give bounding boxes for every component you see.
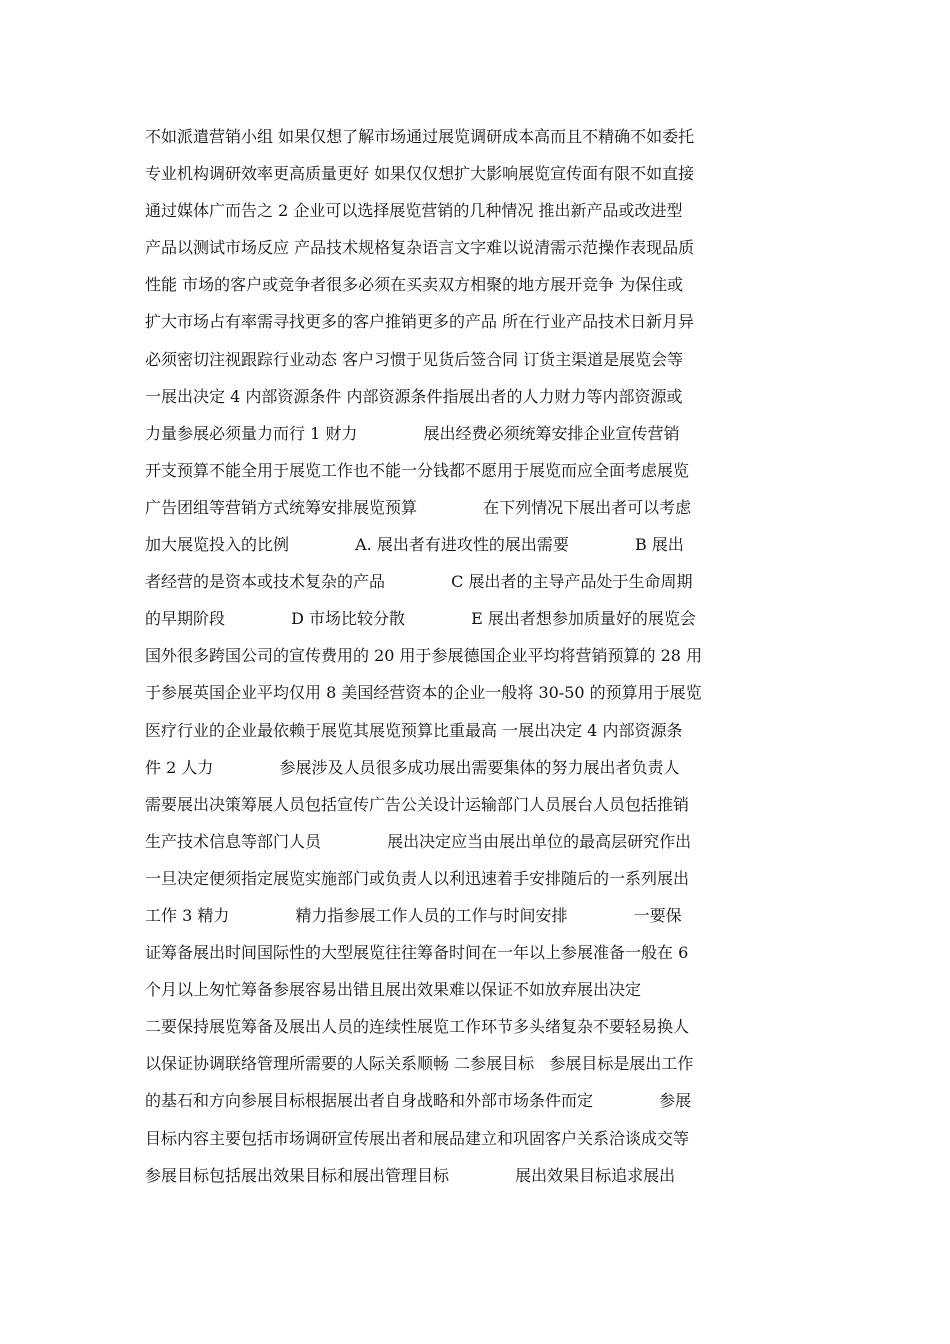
- text-line: 个月以上匆忙筹备参展容易出错且展出效果难以保证不如放弃展出决定: [145, 980, 642, 1000]
- text-line: 的基石和方向参展目标根据展出者自身战略和外部市场条件而定 参展: [145, 1091, 692, 1111]
- text-line: 专业机构调研效率更高质量更好 如果仅仅想扩大影响展览宣传面有限不如直接: [145, 164, 695, 184]
- text-line: 生产技术信息等部门人员 展出决定应当由展出单位的最高层研究作出: [145, 831, 692, 851]
- text-line: 产品以测试市场反应 产品技术规格复杂语言文字难以说清需示范操作表现品质: [145, 238, 695, 258]
- text-line: 国外很多跨国公司的宣传费用的 20 用于参展德国企业平均将营销预算的 28 用: [145, 646, 703, 666]
- text-line: 加大展览投入的比例 A. 展出者有进攻性的展出需要 B 展出: [145, 535, 684, 555]
- text-line: 性能 市场的客户或竞争者很多必须在买卖双方相聚的地方展开竞争 为保住或: [145, 275, 684, 295]
- text-line: 不如派遣营销小组 如果仅想了解市场通过展览调研成本高而且不精确不如委托: [145, 127, 695, 146]
- text-line: 以保证协调联络管理所需要的人际关系顺畅 二参展目标 参展目标是展出工作: [145, 1054, 694, 1074]
- text-line: 开支预算不能全用于展览工作也不能一分钱都不愿用于展览而应全面考虑展览: [145, 460, 690, 480]
- text-line: 需要展出决策筹展人员包括宣传广告公关设计运输部门人员展台人员包括推销: [145, 794, 690, 814]
- text-line: 件 2 人力 参展涉及人员很多成功展出需要集体的努力展出者负责人: [145, 757, 680, 777]
- text-line: 的早期阶段 D 市场比较分散 E 展出者想参加质量好的展览会: [145, 609, 696, 629]
- text-line: 一旦决定便须指定展览实施部门或负责人以利迅速着手安排随后的一系列展出: [145, 868, 690, 888]
- text-line: 参展目标包括展出效果目标和展出管理目标 展出效果目标追求展出: [145, 1165, 676, 1185]
- text-line: 一展出决定 4 内部资源条件 内部资源条件指展出者的人力财力等内部资源或: [145, 386, 683, 406]
- body-text: [145, 118, 810, 1194]
- text-line: 于参展英国企业平均仅用 8 美国经营资本的企业一般将 30-50 的预算用于展览: [145, 683, 702, 703]
- text-line: 证筹备展出时间国际性的大型展览往往筹备时间在一年以上参展准备一般在 6: [145, 943, 689, 963]
- text-line: 二要保持展览筹备及展出人员的连续性展览工作环节多头绪复杂不要轻易换人: [145, 1017, 690, 1037]
- text-line: 广告团组等营销方式统筹安排展览预算 在下列情况下展出者可以考虑: [145, 497, 692, 517]
- text-line: 医疗行业的企业最依赖于展览其展览预算比重最高 一展出决定 4 内部资源条: [145, 720, 683, 740]
- text-line: 者经营的是资本或技术复杂的产品 C 展出者的主导产品处于生命周期: [145, 572, 693, 592]
- text-line: 必须密切注视跟踪行业动态 客户习惯于见货后签合同 订货主渠道是展览会等: [145, 349, 684, 369]
- text-line: 扩大市场占有率需寻找更多的客户推销更多的产品 所在行业产品技术日新月异: [145, 312, 695, 332]
- text-line: 工作 3 精力 精力指参展工作人员的工作与时间安排 一要保: [145, 905, 682, 925]
- text-line: 力量参展必须量力而行 1 财力 展出经费必须统筹安排企业宣传营销: [145, 423, 680, 443]
- text-line: 通过媒体广而告之 2 企业可以选择展览营销的几种情况 推出新产品或改进型: [145, 201, 683, 221]
- text-line: 目标内容主要包括市场调研宣传展出者和展品建立和巩固客户关系洽谈成交等: [145, 1128, 690, 1148]
